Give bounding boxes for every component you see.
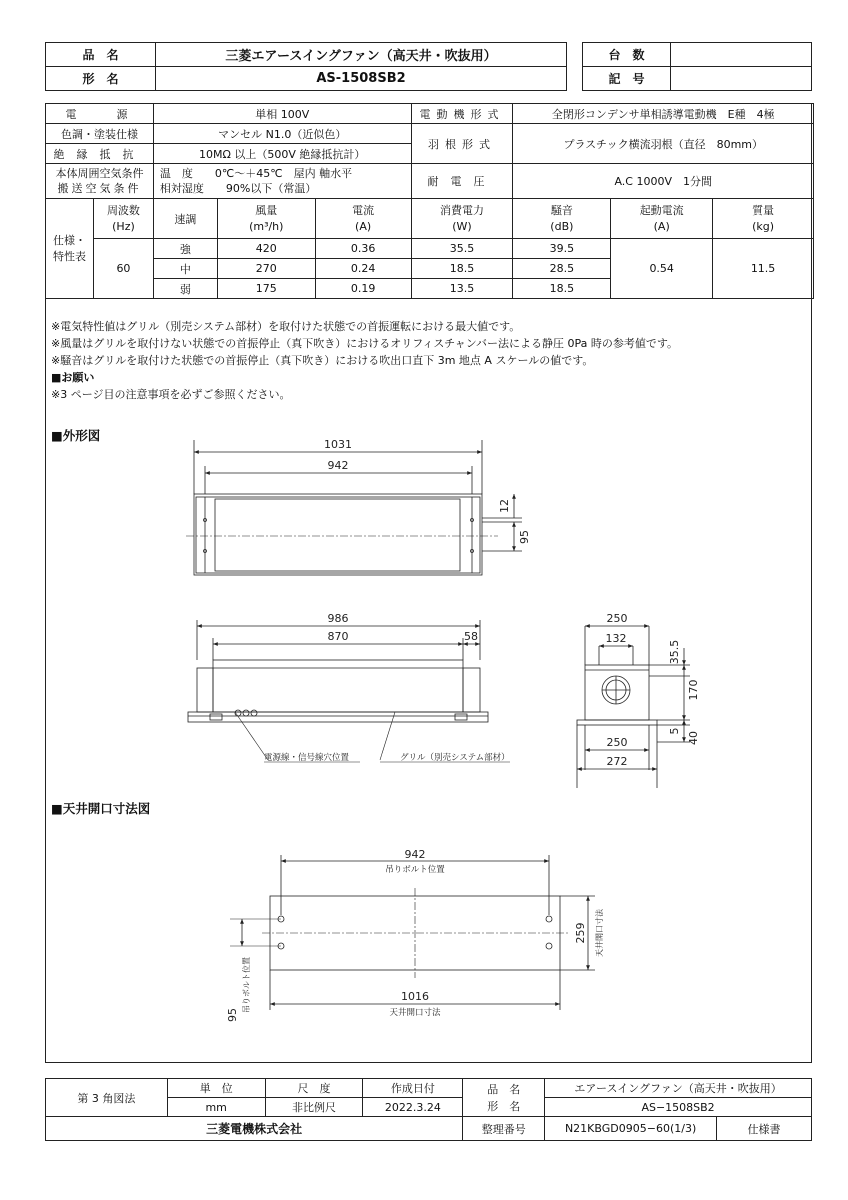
voltage-value: A.C 1000V 1分間 xyxy=(513,164,814,199)
col-mass: 質量 (kg) xyxy=(713,199,814,239)
company-name: 三菱電機株式会社 xyxy=(46,1117,463,1141)
product-name: 三菱エアースイングファン（高天井・吹抜用） xyxy=(156,43,567,67)
char-label-1: 仕様・ xyxy=(52,233,86,247)
row-speed: 中 xyxy=(153,259,217,279)
ref-value: N21KBGD0905−60(1/3) xyxy=(545,1117,717,1141)
ceiling-bolt-label: 吊りボルト位置 xyxy=(385,865,445,875)
dim-12: 12 xyxy=(498,499,511,513)
main-frame xyxy=(45,103,812,1063)
env-temp: 温 度 0℃～＋45℃ 屋内 軸水平 xyxy=(159,167,353,180)
row-power: 35.5 xyxy=(411,239,513,259)
footer-name-value: エアースイングファン（高天井・吹抜用） xyxy=(545,1079,812,1098)
start-current: 0.54 xyxy=(611,239,713,299)
ceiling-dim-1016: 1016 xyxy=(401,990,429,1003)
ceiling-dim-259: 259 xyxy=(574,922,587,944)
outline-title: ■外形図 xyxy=(51,428,101,443)
dim-40: 40 xyxy=(687,731,700,745)
ceiling-dim-942: 942 xyxy=(404,848,426,861)
footer-title-block xyxy=(45,1078,812,1141)
blade-label: 羽根形式 xyxy=(411,124,513,164)
env-label xyxy=(46,164,154,199)
ceiling-dim-95: 95 xyxy=(226,1008,239,1022)
row-current: 0.19 xyxy=(315,279,411,299)
dim-272: 272 xyxy=(606,755,628,768)
env-value xyxy=(153,164,411,199)
env-humidity: 相対湿度 90%以下（常温） xyxy=(159,182,317,195)
col-freq: 周波数 (Hz) xyxy=(93,199,153,239)
ref-label: 整理番号 xyxy=(463,1117,545,1141)
voltage-label: 耐電圧 xyxy=(411,164,513,199)
note-line: ■お願い xyxy=(51,371,95,384)
note-line: ※騒音はグリルを取付けた状態での首振停止（真下吹き）における吹出口直下 3m 地点 A スケールの値です。 xyxy=(51,354,594,367)
row-current: 0.24 xyxy=(315,259,411,279)
col-speed: 速調 xyxy=(153,199,217,239)
row-speed: 弱 xyxy=(153,279,217,299)
insulation-label: 絶縁抵抗 xyxy=(46,144,154,164)
ceiling-title: ■天井開口寸法図 xyxy=(51,801,151,816)
row-air: 270 xyxy=(217,259,315,279)
note-line: ※電気特性値はグリル（別売システム部材）を取付けた状態での首振運転における最大値です。 xyxy=(51,320,521,333)
row-air: 175 xyxy=(217,279,315,299)
mass-value: 11.5 xyxy=(713,239,814,299)
blade-value: プラスチック横流羽根（直径 80mm） xyxy=(513,124,814,164)
col-noise: 騒音 (dB) xyxy=(513,199,611,239)
footer-model-label: 形 名 xyxy=(487,1099,521,1113)
cable-hole-label: 電源線・信号線穴位置 xyxy=(264,753,350,763)
unit-label: 単 位 xyxy=(167,1079,265,1098)
char-label-2: 特性表 xyxy=(52,249,86,263)
product-name-label: 品 名 xyxy=(46,43,156,67)
model-name: AS-1508SB2 xyxy=(156,67,567,91)
note-line: ※3 ページ目の注意事項を必ずご参照ください。 xyxy=(51,388,291,401)
doc-type: 仕様書 xyxy=(717,1117,812,1141)
col-air: 風量 (m³/h) xyxy=(217,199,315,239)
ceiling-bolt-side-label: 吊りボルト位置 xyxy=(242,957,251,1013)
dim-250-top: 250 xyxy=(606,612,628,625)
power-label: 電 源 xyxy=(46,104,154,124)
dim-250-bottom: 250 xyxy=(606,736,628,749)
env-label-2: 搬送空気条件 xyxy=(57,182,142,195)
insulation-value: 10MΩ 以上（500V 絶縁抵抗計） xyxy=(153,144,411,164)
notes xyxy=(51,318,678,403)
footer-name-label: 品 名 xyxy=(487,1082,521,1096)
dim-58: 58 xyxy=(464,630,478,643)
row-speed: 強 xyxy=(153,239,217,259)
row-power: 18.5 xyxy=(411,259,513,279)
ceiling-open-side-label: 天井開口寸法 xyxy=(595,909,604,957)
symbol-value xyxy=(671,67,812,91)
footer-name-model-labels xyxy=(463,1079,545,1117)
grill-label: グリル（別売システム部材） xyxy=(400,753,510,763)
note-line: ※風量はグリルを取付けない状態での首振停止（真下吹き）におけるオリフィスチャンバー法による静圧 0Pa 時の参考値です。 xyxy=(51,337,679,350)
char-label xyxy=(46,199,94,299)
symbol-label: 記 号 xyxy=(583,67,671,91)
motor-value: 全閉形コンデンサ単相誘導電動機 E種 4極 xyxy=(513,104,814,124)
color-label: 色調・塗装仕様 xyxy=(46,124,154,144)
model-label: 形 名 xyxy=(46,67,156,91)
unit-value: mm xyxy=(167,1098,265,1117)
motor-label: 電動機形式 xyxy=(411,104,513,124)
dim-942: 942 xyxy=(327,459,349,472)
row-noise: 39.5 xyxy=(513,239,611,259)
scale-label: 尺 度 xyxy=(265,1079,363,1098)
count-value xyxy=(671,43,812,67)
dim-95: 95 xyxy=(518,530,531,544)
row-current: 0.36 xyxy=(315,239,411,259)
ceiling-open-bottom-label: 天井開口寸法 xyxy=(389,1008,441,1018)
spec-table xyxy=(45,103,814,299)
env-label-1: 本体周囲空気条件 xyxy=(55,167,144,180)
title-block xyxy=(45,42,567,91)
date-value: 2022.3.24 xyxy=(363,1098,463,1117)
row-noise: 28.5 xyxy=(513,259,611,279)
count-label: 台 数 xyxy=(583,43,671,67)
dim-1031: 1031 xyxy=(324,438,352,451)
date-label: 作成日付 xyxy=(363,1079,463,1098)
power-value: 単相 100V xyxy=(153,104,411,124)
row-air: 420 xyxy=(217,239,315,259)
dim-132: 132 xyxy=(605,632,627,645)
code-block xyxy=(582,42,812,91)
freq-value: 60 xyxy=(93,239,153,299)
projection: 第 3 角図法 xyxy=(46,1079,168,1117)
footer-model-value: AS−1508SB2 xyxy=(545,1098,812,1117)
color-value: マンセル N1.0（近似色） xyxy=(153,124,411,144)
dim-35-5: 35.5 xyxy=(668,639,681,665)
dim-5: 5 xyxy=(668,727,681,735)
col-start: 起動電流 (A) xyxy=(611,199,713,239)
scale-value: 非比例尺 xyxy=(265,1098,363,1117)
col-power: 消費電力 (W) xyxy=(411,199,513,239)
dim-986: 986 xyxy=(327,612,349,625)
dim-170: 170 xyxy=(687,679,700,701)
dim-870: 870 xyxy=(327,630,349,643)
row-power: 13.5 xyxy=(411,279,513,299)
col-current: 電流 (A) xyxy=(315,199,411,239)
row-noise: 18.5 xyxy=(513,279,611,299)
